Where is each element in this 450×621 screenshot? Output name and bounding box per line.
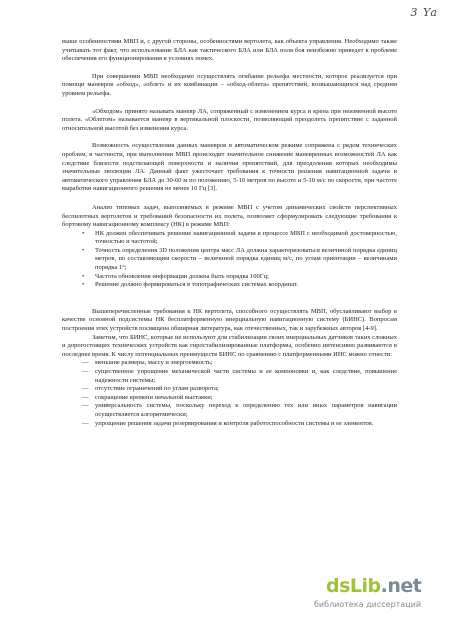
list-item: — упрощение решения задачи резервирования и контроля работоспособности системы и ее элементов. [82, 420, 397, 429]
list-item: • НК должен обеспечивать решение навигационной задачи в процессе МВП с необходимой достоверностью, точностью и частотой; [82, 230, 397, 247]
watermark-logo-main: dsLib [326, 575, 381, 597]
list-item: — универсальность системы, поскольку переход к определению тех или иных параметров навигации осуществляется алгоритмически; [82, 402, 397, 419]
list-item: — сокращение времени начальной выставки; [82, 394, 397, 403]
paragraph-continuation: выше особенностями МВП и, с другой стороны, особенностями вертолета, как объекта управления. Необходимо также учитывать тот факт, что использование БЛА как тактического БЛА или БЛА поля боя неизбежно приведет к проблеме обеспечения его функционирования в условиях помех. [62, 38, 397, 63]
list-item: • Решение должно формироваться в топографических системах координат. [82, 281, 397, 290]
paragraph-maneuver-definitions: «Обходом» принято называть маневр ЛА, сопряженный с изменением курса и крена при неизменной высоте полета. «Облетом» называется маневр в вертикальной плоскости, позволяющий преодолеть препятствие с заданной относительной высотой без изменения курса. [62, 107, 397, 132]
paragraph-bins-choice: Вышеперечисленные требования к НК вертолета, способного осуществлять МВП, обуславливают выбор в качестве основной подсистемы НК бесплатформенную инерциальную навигационную систему (БИНС). Вопросам построения этих устройств посвящена обширная литература, как отечественных, так и зарубежных авторов [4-9]. [62, 307, 397, 333]
list-item: • Точность определения 3D положения центра масс ЛА должна характеризоваться величиной порядка единиц метров, по составляющим скорости – величиной порядка единиц м/с, по углам ориентации – величинами порядка 1°; [82, 247, 397, 273]
paragraph-requirements-intro: Анализ типовых задач, выполняемых в режиме МВП с учетом динамических свойств перспективных беспилотных вертолетов и требований безопасности их полета, позволяет сформулировать следующие требования к бортовому навигационному комплексу (НК) в режиме МВП: [62, 203, 397, 229]
paragraph-bins-advantages-intro: Заметим, что БИНС, которые не используют для стабилизации своих инерциальных датчиков таких сложных и дорогостоящих технических устройств как гиростабилизированные платформы, особенно интенсивно развиваются в последнее время. К числу потенциальных преимуществ БИНС по сравнению с платформенными ИНС можно отнести: [62, 333, 397, 358]
watermark-logo-suffix: .net [380, 575, 422, 597]
watermark-logo [326, 575, 421, 597]
document-page [62, 38, 397, 428]
list-item: — меньшие размеры, массу и энергоемкость; [82, 359, 397, 368]
page-corner-mark: 3 Ya [410, 6, 438, 19]
list-item: — отсутствие ограничений по углам разворота; [82, 385, 397, 394]
watermark-caption: библиотека диссертаций [314, 600, 422, 609]
watermark [314, 575, 442, 615]
paragraph-automatic-mode: Возможность осуществления данных маневров в автоматическом режиме сопряжена с рядом технических проблем, в частности, при выполнении МВП происходит значительное снижение маневренных возможностей ЛА как следствие близости подстилающей поверхности и наличия препятствий, для преодоления которых необходимы значительные эволюции ЛА. Данный факт ужесточает требования к точности решения навигационной задачи и автоматического управления БЛА до 30-60 м по положению, 5-10 метров по высоте и 5-10 м/с по скорости, при частоте выработки навигационного решения не менее 10 Гц [3]. [62, 142, 397, 193]
paragraph-terrain-following: При совершении МВП необходимо осуществлять огибание рельефа местности, которое реализуется при помощи маневров «обход», «облет» и их комбинации – «обход-облета» препятствий, возвышающихся над средним уровнем рельефа. [62, 72, 397, 97]
list-item: — существенное упрощение механической части системы и ее компоновки и, как следствие, повышение надежности системы; [82, 368, 397, 385]
list-item: • Частота обновления информации должна быть порядка 100Гц; [82, 273, 397, 282]
advantages-list [62, 359, 397, 428]
margin-mark: ' [37, 360, 38, 365]
requirements-list [62, 230, 397, 290]
